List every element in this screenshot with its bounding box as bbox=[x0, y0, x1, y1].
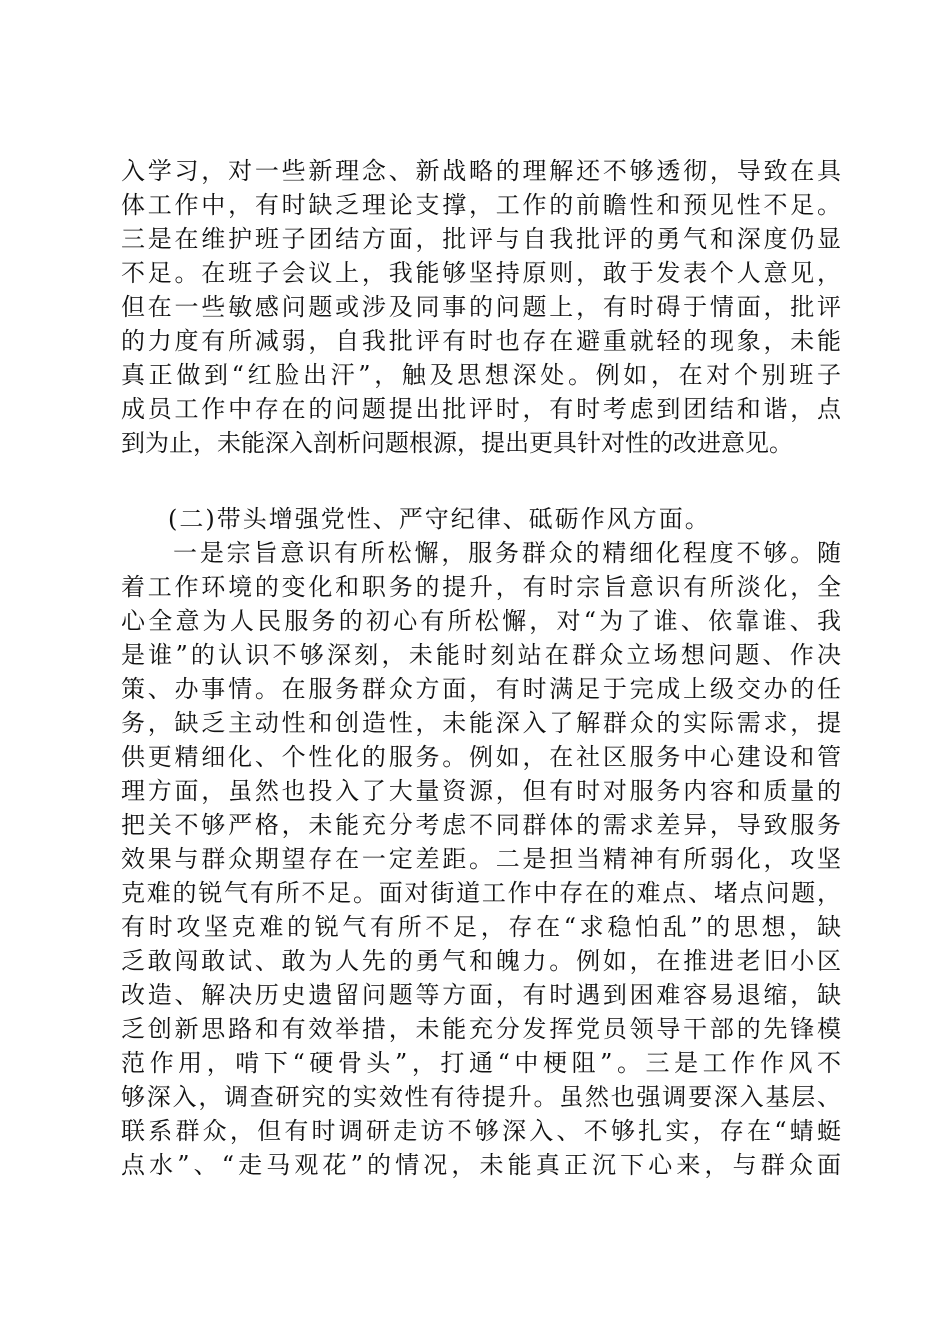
paragraph-1-line-9: 到为止，未能深入剖析问题根源，提出更具针对性的改进意见。 bbox=[121, 429, 793, 457]
paragraph-2-line-8: 理方面，虽然也投入了大量资源，但有时对服务内容和质量的 bbox=[121, 777, 841, 805]
paragraph-2-line-18: 联系群众，但有时调研走访不够深入、不够扎实，存在“蜻蜓 bbox=[121, 1117, 841, 1145]
paragraph-2-line-3: 心全意为人民服务的初心有所松懈，对“为了谁、依靠谁、我 bbox=[121, 607, 841, 635]
paragraph-2-line-7: 供更精细化、个性化的服务。例如，在社区服务中心建设和管 bbox=[121, 743, 841, 771]
paragraph-2-line-15: 乏创新思路和有效举措，未能充分发挥党员领导干部的先锋模 bbox=[121, 1015, 841, 1043]
paragraph-2-line-16: 范作用，啃下“硬骨头”，打通“中梗阻”。三是工作作风不 bbox=[121, 1049, 841, 1077]
paragraph-2-line-17: 够深入，调查研究的实效性有待提升。虽然也强调要深入基层、 bbox=[121, 1083, 841, 1111]
paragraph-2-line-19: 点水”、“走马观花”的情况，未能真正沉下心来，与群众面 bbox=[121, 1151, 841, 1179]
paragraph-2-line-10: 效果与群众期望存在一定差距。二是担当精神有所弱化，攻坚 bbox=[121, 845, 841, 873]
paragraph-1-line-5: 但在一些敏感问题或涉及同事的问题上，有时碍于情面，批评 bbox=[121, 293, 841, 321]
paragraph-2-line-14: 改造、解决历史遗留问题等方面，有时遇到困难容易退缩，缺 bbox=[121, 981, 841, 1009]
paragraph-2-line-9: 把关不够严格，未能充分考虑不同群体的需求差异，导致服务 bbox=[121, 811, 841, 839]
section-heading: (二)带头增强党性、严守纪律、砥砺作风方面。 bbox=[168, 505, 711, 533]
paragraph-1-line-7: 真正做到“红脸出汗”，触及思想深处。例如，在对个别班子 bbox=[121, 361, 841, 389]
paragraph-1-line-8: 成员工作中存在的问题提出批评时，有时考虑到团结和谐，点 bbox=[121, 395, 841, 423]
paragraph-2-line-2: 着工作环境的变化和职务的提升，有时宗旨意识有所淡化，全 bbox=[121, 573, 841, 601]
paragraph-2-line-6: 务，缺乏主动性和创造性，未能深入了解群众的实际需求，提 bbox=[121, 709, 841, 737]
paragraph-1-line-4: 不足。在班子会议上，我能够坚持原则，敢于发表个人意见， bbox=[121, 259, 841, 287]
paragraph-1-line-6: 的力度有所减弱，自我批评有时也存在避重就轻的现象，未能 bbox=[121, 327, 841, 355]
paragraph-2-line-1: 一是宗旨意识有所松懈，服务群众的精细化程度不够。随 bbox=[173, 539, 841, 567]
paragraph-2-line-13: 乏敢闯敢试、敢为人先的勇气和魄力。例如，在推进老旧小区 bbox=[121, 947, 841, 975]
paragraph-1-line-3: 三是在维护班子团结方面，批评与自我批评的勇气和深度仍显 bbox=[121, 225, 841, 253]
paragraph-1-line-2: 体工作中，有时缺乏理论支撑，工作的前瞻性和预见性不足。 bbox=[121, 191, 841, 219]
paragraph-2-line-4: 是谁”的认识不够深刻，未能时刻站在群众立场想问题、作决 bbox=[121, 641, 841, 669]
paragraph-2-line-12: 有时攻坚克难的锐气有所不足，存在“求稳怕乱”的思想，缺 bbox=[121, 913, 841, 941]
paragraph-2-line-5: 策、办事情。在服务群众方面，有时满足于完成上级交办的任 bbox=[121, 675, 841, 703]
paragraph-1-line-1: 入学习，对一些新理念、新战略的理解还不够透彻，导致在具 bbox=[121, 157, 841, 185]
paragraph-2-line-11: 克难的锐气有所不足。面对街道工作中存在的难点、堵点问题， bbox=[121, 879, 841, 907]
